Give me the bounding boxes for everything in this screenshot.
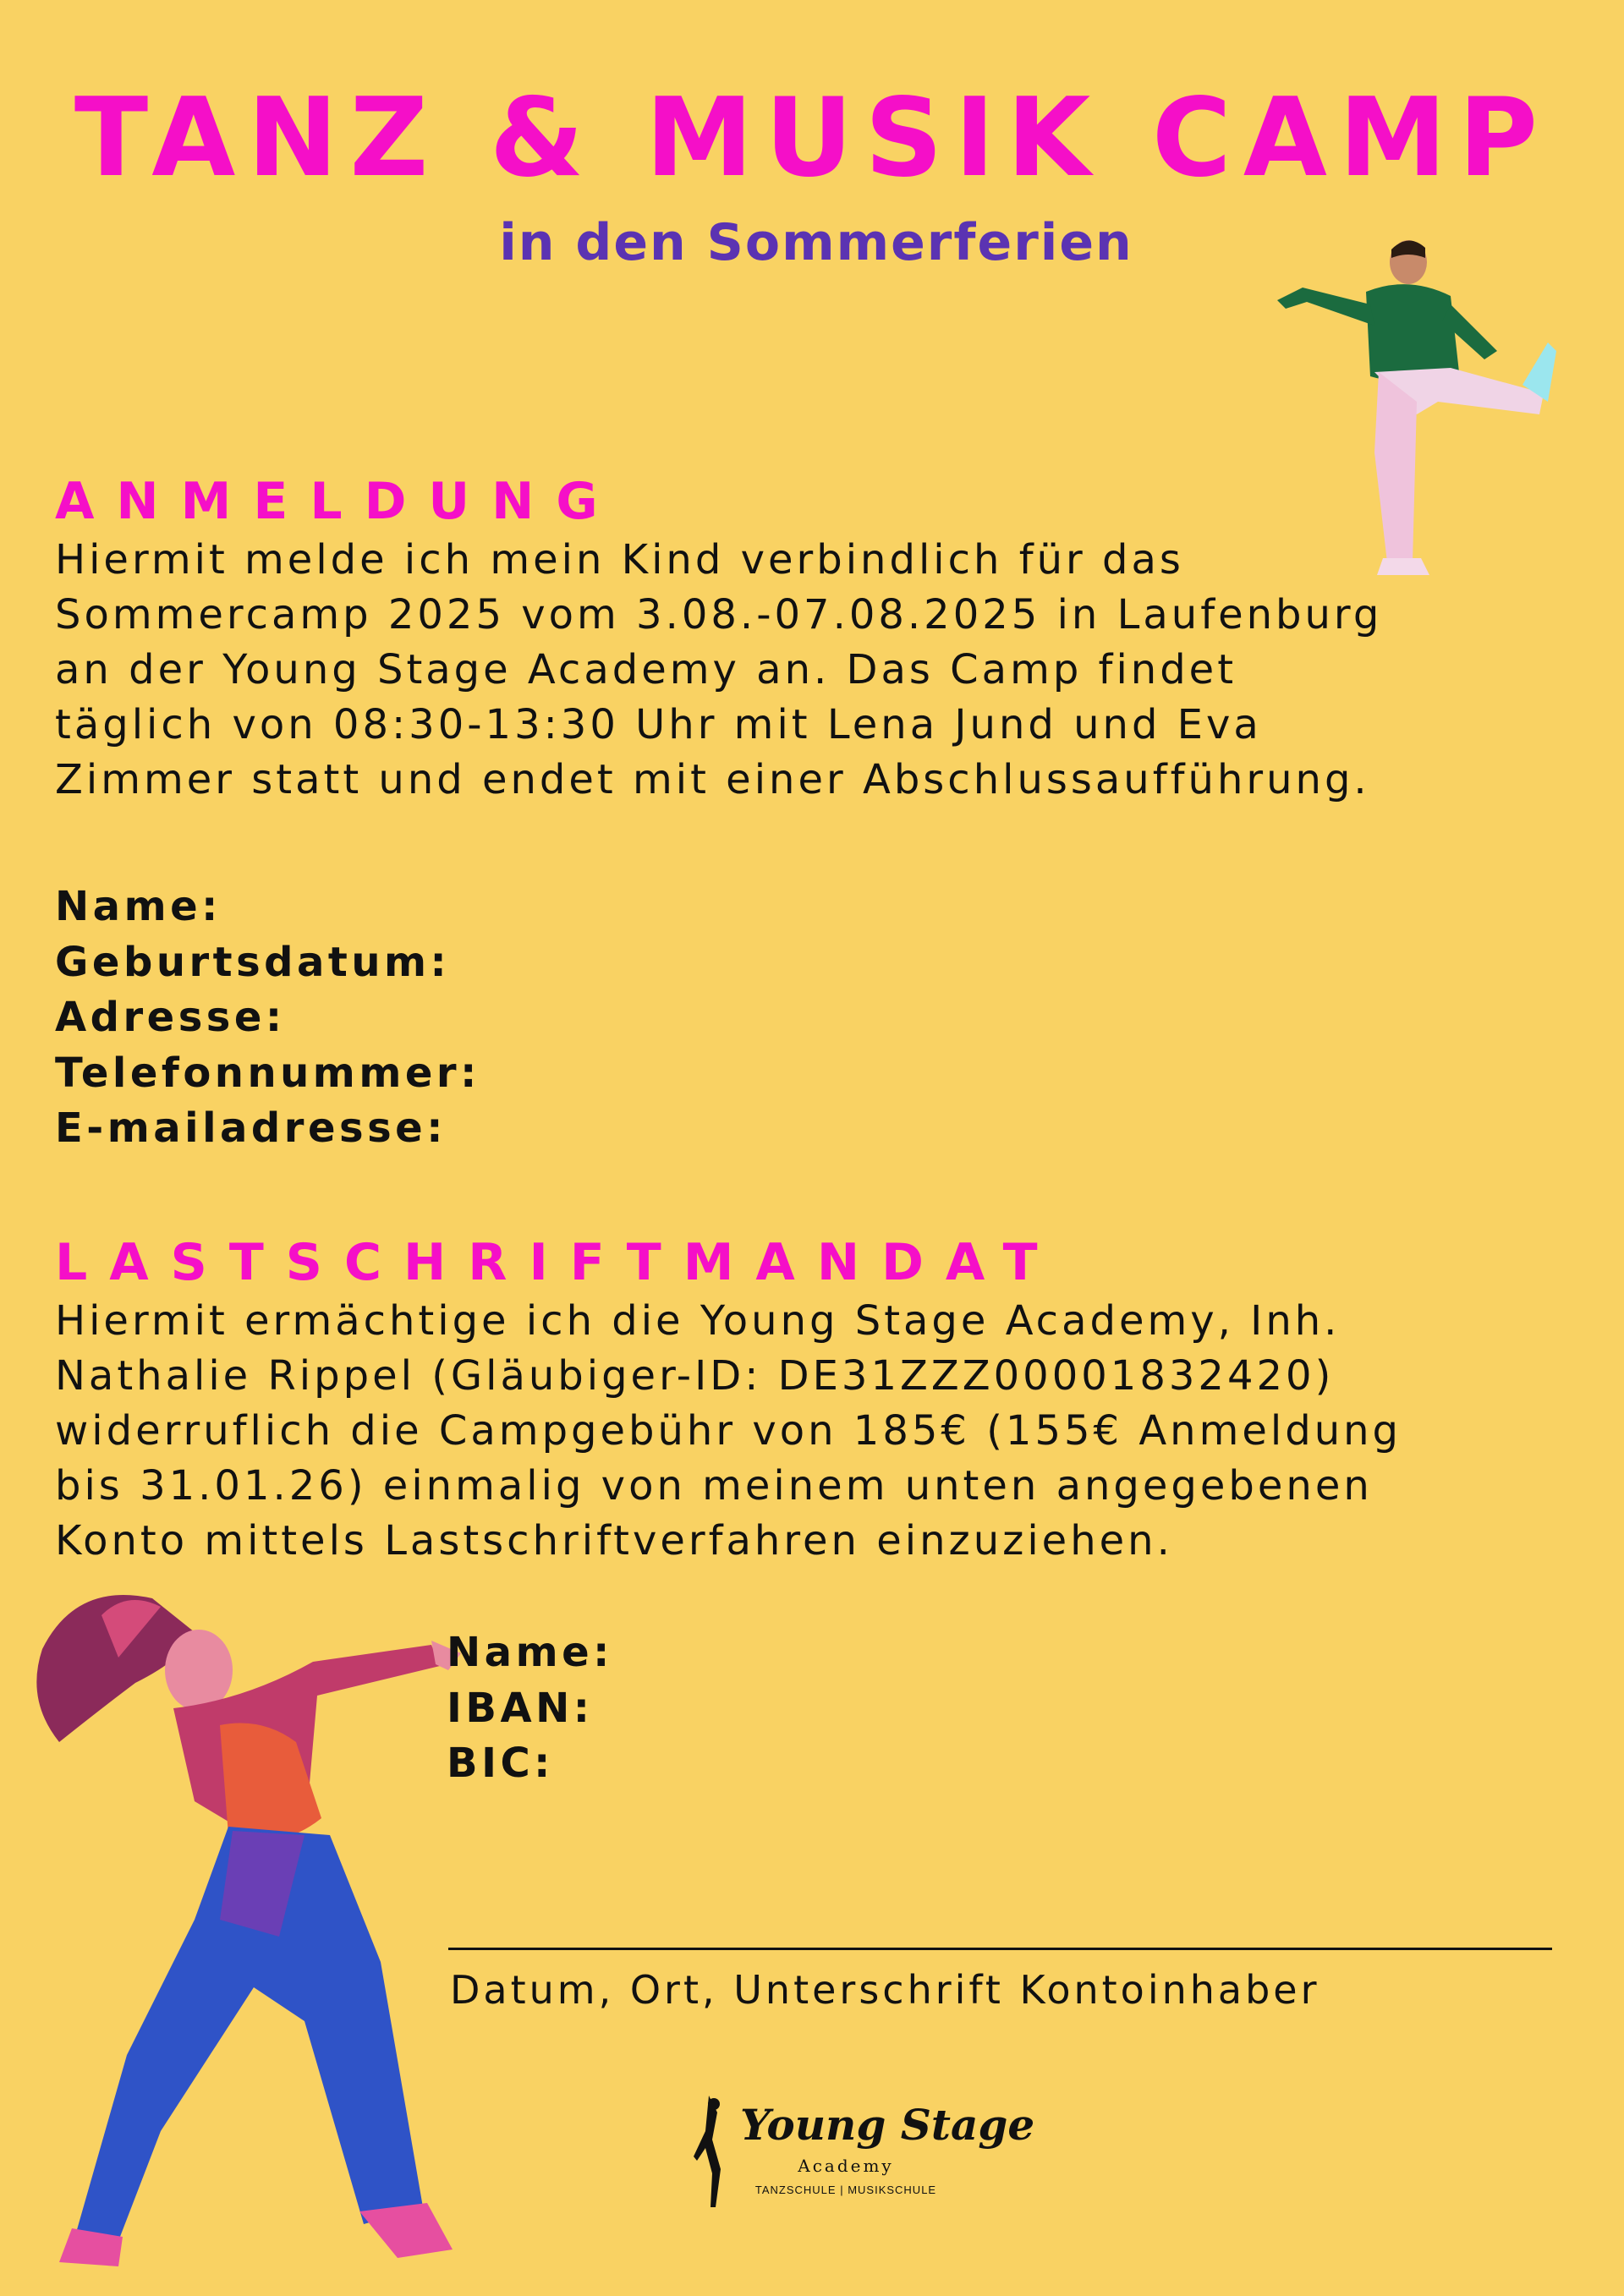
field-bic-label: BIC: — [447, 1740, 554, 1787]
young-stage-academy-logo — [694, 2089, 1035, 2216]
logo-wordmark: Young Stage — [740, 2100, 1035, 2150]
field-phone-label: Telefonnummer: — [55, 1049, 480, 1097]
signature-caption: Datum, Ort, Unterschrift Kontoinhaber — [450, 1967, 1320, 2013]
mandate-fields — [447, 1625, 613, 1792]
page-subtitle: in den Sommerferien — [499, 213, 1133, 272]
mandate-heading: LASTSCHRIFTMANDAT — [55, 1233, 1060, 1292]
field-name-label: Name: — [55, 883, 222, 930]
logo-tagline: TANZSCHULE | MUSIKSCHULE — [754, 2184, 937, 2196]
mandate-text: Hiermit ermächtige ich die Young Stage Academy, Inh. Nathalie Rippel (Gläubiger-ID: DE31ZZZ00001832420) widerruflich die Campgebühr von 185€ (155€ Anmeldung bis 31.01.26) einmalig von meinem unten angegebenen Konto mittels Lastschriftverfahren einzuziehen. — [55, 1297, 1402, 1564]
field-email-label: E-mailadresse: — [55, 1104, 447, 1152]
registration-text: Hiermit melde ich mein Kind verbindlich für das Sommercamp 2025 vom 3.08.-07.08.2025 in Laufenburg an der Young Stage Academy an. Das Camp findet täglich von 08:30-13:30 Uhr mit Lena Jund und Eva Zimmer statt und endet mit einer Abschlussaufführung. — [55, 536, 1383, 803]
registration-fields — [55, 879, 480, 1157]
registration-heading: ANMELDUNG — [55, 472, 620, 531]
signature-line — [448, 1948, 1552, 1950]
field-birthdate-label: Geburtsdatum: — [55, 938, 451, 986]
page-title: TANZ & MUSIK CAMP — [74, 75, 1550, 201]
field-address-label: Adresse: — [55, 994, 286, 1041]
field-iban-label: IBAN: — [447, 1684, 594, 1732]
dancer-photo-bottom — [25, 1581, 499, 2275]
logo-subtext: Academy — [798, 2156, 894, 2176]
field-account-name-label: Name: — [447, 1629, 613, 1676]
